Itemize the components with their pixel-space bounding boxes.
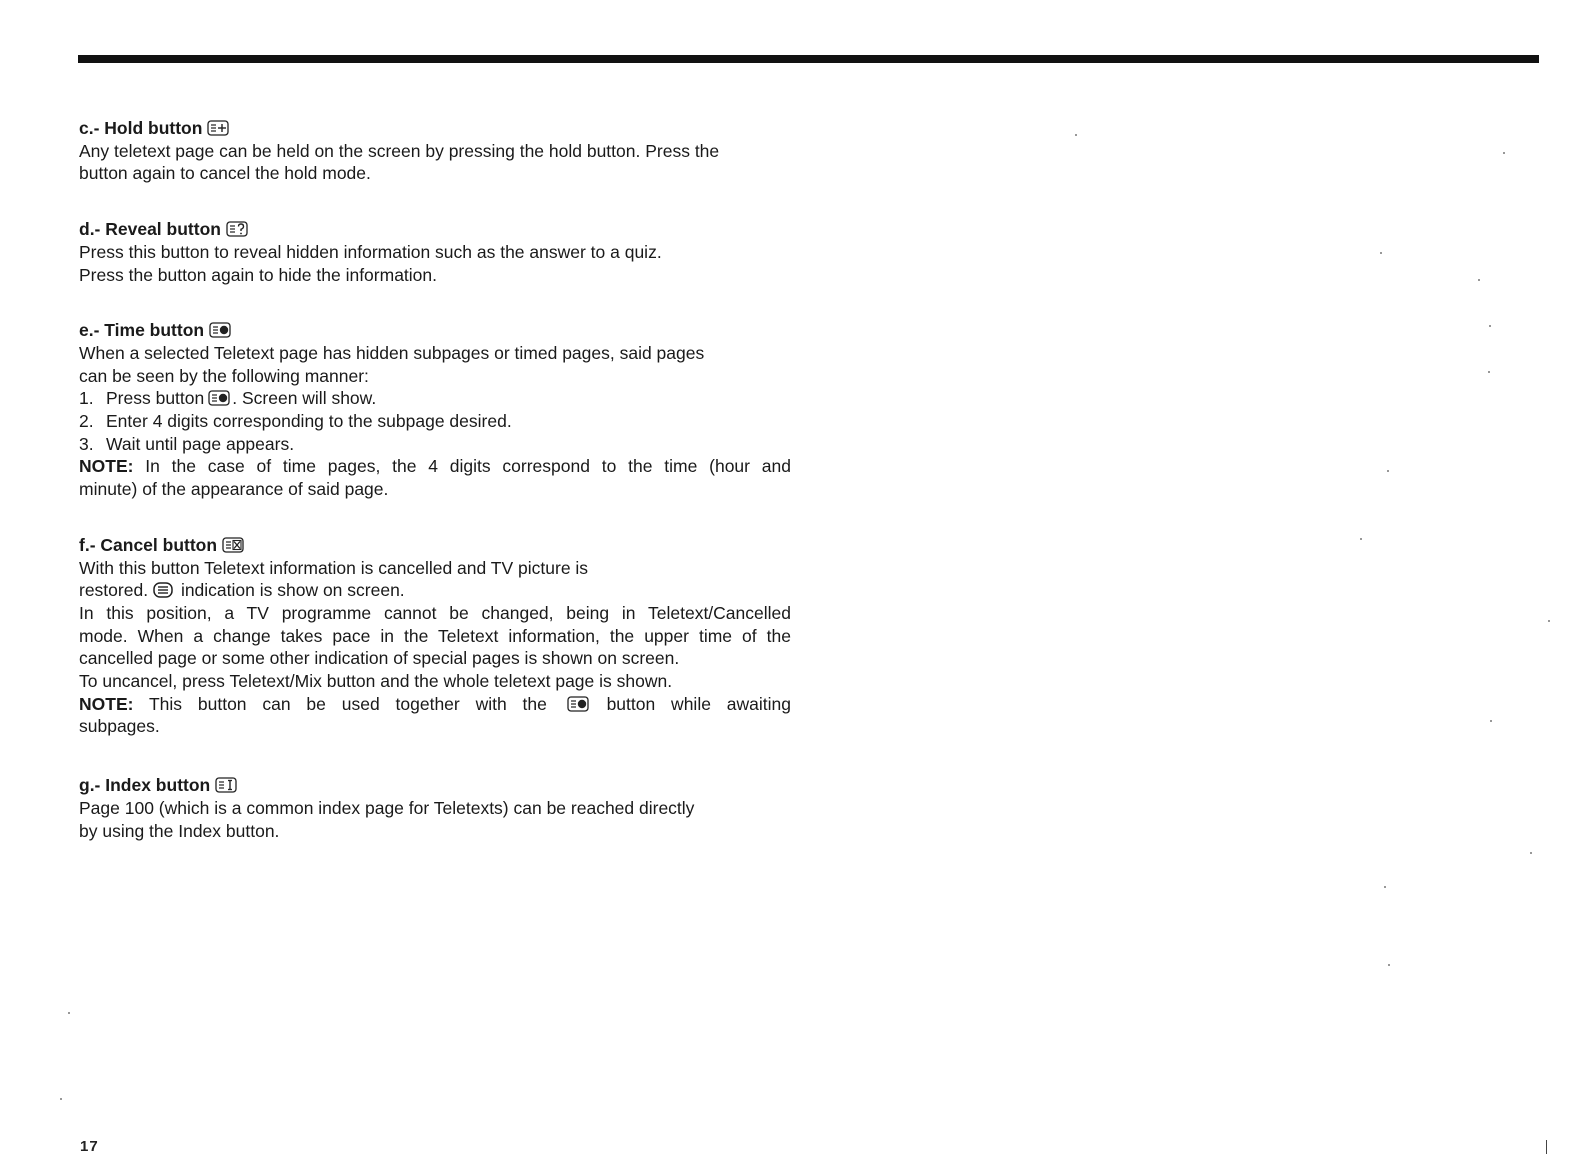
cancel-text-line: cancelled page or some other indication of special pages is shown on screen. bbox=[79, 648, 680, 669]
list-item: 2. Enter 4 digits corresponding to the subpage desired. bbox=[79, 411, 512, 432]
cancel-note: NOTE: This button can be used together with the button while awaiting bbox=[79, 693, 791, 714]
scan-speck bbox=[60, 1098, 62, 1100]
top-rule bbox=[78, 55, 1539, 63]
time-note: NOTE: In the case of time pages, the 4 digits correspond to the time (hour and bbox=[79, 456, 791, 477]
manual-content bbox=[79, 117, 791, 875]
time-text-line: can be seen by the following manner: bbox=[79, 365, 369, 386]
hold-text-line: Any teletext page can be held on the screen by pressing the hold button. Press the bbox=[79, 140, 720, 161]
hold-heading: c.- Hold button bbox=[79, 117, 791, 140]
reveal-text-line: Press this button to reveal hidden information such as the answer to a quiz. bbox=[79, 241, 662, 262]
time-section bbox=[79, 319, 791, 501]
index-text-line: by using the Index button. bbox=[79, 820, 280, 841]
scan-speck bbox=[1075, 134, 1077, 136]
reveal-icon bbox=[226, 221, 248, 237]
scan-speck bbox=[1503, 152, 1505, 154]
edge-mark bbox=[1546, 1140, 1547, 1154]
cancel-section bbox=[79, 534, 791, 738]
page-number: 17 bbox=[80, 1138, 99, 1155]
cancel-text-line: In this position, a TV programme cannot be changed, being in Teletext/Cancelled bbox=[79, 602, 791, 623]
list-item: 3. Wait until page appears. bbox=[79, 433, 295, 454]
index-section bbox=[79, 774, 791, 842]
hold-text-line: button again to cancel the hold mode. bbox=[79, 163, 371, 184]
reveal-text-line: Press the button again to hide the information. bbox=[79, 264, 438, 285]
scan-speck bbox=[68, 1012, 70, 1014]
cancel-icon bbox=[222, 537, 244, 553]
hold-section bbox=[79, 117, 791, 185]
scan-speck bbox=[1380, 252, 1382, 254]
reveal-section bbox=[79, 218, 791, 286]
teletext-indicator-icon bbox=[152, 582, 174, 598]
scan-speck bbox=[1548, 620, 1550, 622]
time-steps-list bbox=[79, 387, 791, 455]
cancel-note-continued: subpages. bbox=[79, 716, 160, 737]
scan-speck bbox=[1387, 470, 1389, 472]
scan-speck bbox=[1488, 371, 1490, 373]
scan-speck bbox=[1388, 964, 1390, 966]
cancel-text-line: To uncancel, press Teletext/Mix button and the whole teletext page is shown. bbox=[79, 671, 673, 692]
time-icon bbox=[209, 322, 231, 338]
time-text-line: When a selected Teletext page has hidden subpages or timed pages, said pages bbox=[79, 342, 705, 363]
cancel-text-line: restored. indication is show on screen. bbox=[79, 580, 405, 601]
time-heading: e.- Time button bbox=[79, 319, 791, 342]
scan-speck bbox=[1384, 886, 1386, 888]
cancel-text-line: mode. When a change takes pace in the Teletext information, the upper time of the bbox=[79, 625, 791, 646]
index-heading: g.- Index button bbox=[79, 774, 791, 797]
time-icon bbox=[208, 390, 230, 406]
scan-speck bbox=[1530, 852, 1532, 854]
scan-speck bbox=[1360, 538, 1362, 540]
index-text-line: Page 100 (which is a common index page for Teletexts) can be reached directly bbox=[79, 797, 695, 818]
time-icon bbox=[567, 696, 589, 712]
hold-icon bbox=[207, 120, 229, 136]
scan-speck bbox=[1490, 720, 1492, 722]
time-note-continued: minute) of the appearance of said page. bbox=[79, 479, 389, 500]
reveal-heading: d.- Reveal button bbox=[79, 218, 791, 241]
index-icon bbox=[215, 777, 237, 793]
list-item: 1. Press button . Screen will show. bbox=[79, 388, 377, 409]
cancel-text-line: With this button Teletext information is cancelled and TV picture is bbox=[79, 557, 589, 578]
scan-speck bbox=[1489, 325, 1491, 327]
cancel-heading: f.- Cancel button bbox=[79, 534, 791, 557]
scan-speck bbox=[1478, 279, 1480, 281]
